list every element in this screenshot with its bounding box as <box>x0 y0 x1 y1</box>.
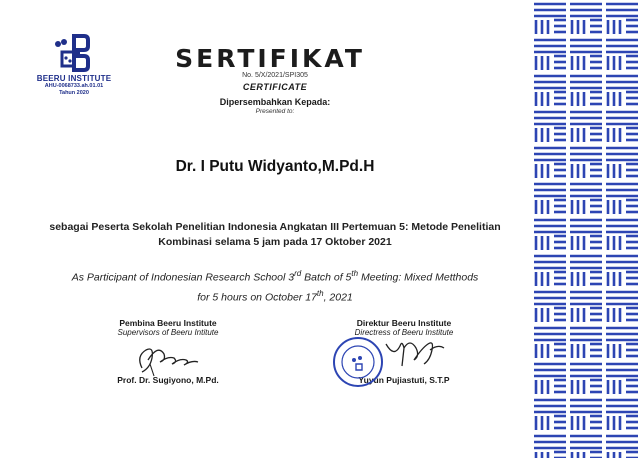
signer-left-name: Prof. Dr. Sugiyono, M.Pd. <box>117 375 219 385</box>
description-en-line2: for 5 hours on October 17th, 2021 <box>197 288 353 303</box>
description-id-line2: Kombinasi selama 5 jam pada 17 Oktober 2021 <box>158 236 392 248</box>
signature-left-icon <box>128 338 208 378</box>
description-id <box>20 220 530 250</box>
description-en <box>20 266 530 305</box>
signer-left-role-en: Supervisors of Beeru Intitute <box>117 328 219 337</box>
description-en-line1: As Participant of Indonesian Research School 3rd Batch of 5th Meeting: Mixed Metthods <box>71 269 479 284</box>
signer-right-role-en: Directress of Beeru Institute <box>354 328 454 337</box>
bee-logo-icon <box>44 30 104 72</box>
description-id-line1: sebagai Peserta Sekolah Penelitian Indonesia Angkatan III Pertemuan 5: Metode Penelitian <box>49 221 501 233</box>
logo-year: Tahun 2020 <box>59 90 89 96</box>
logo-registration: AHU-0068733.ah.01.01 <box>44 83 104 89</box>
presented-label-en: Presented to: <box>255 108 295 115</box>
signer-right-name: Yuyun Pujiastuti, S.T.P <box>358 375 450 385</box>
presented-label: Dipersembahkan Kepada: <box>219 97 331 107</box>
signer-left-role: Pembina Beeru Institute <box>119 318 217 328</box>
signer-right-role: Direktur Beeru Institute <box>356 318 452 328</box>
recipient-name: Dr. I Putu Widyanto,M.Pd.H <box>175 158 375 175</box>
certificate-number: No. 5/X/2021/SPI305 <box>242 72 308 79</box>
certificate-title: SERTIFIKAT <box>175 44 365 73</box>
certificate-subtitle: CERTIFICATE <box>242 82 308 92</box>
logo-name: BEERU INSTITUTE <box>36 74 112 83</box>
decorative-pattern <box>532 0 640 458</box>
signature-right-icon <box>378 334 458 374</box>
beeru-logo <box>24 30 124 97</box>
